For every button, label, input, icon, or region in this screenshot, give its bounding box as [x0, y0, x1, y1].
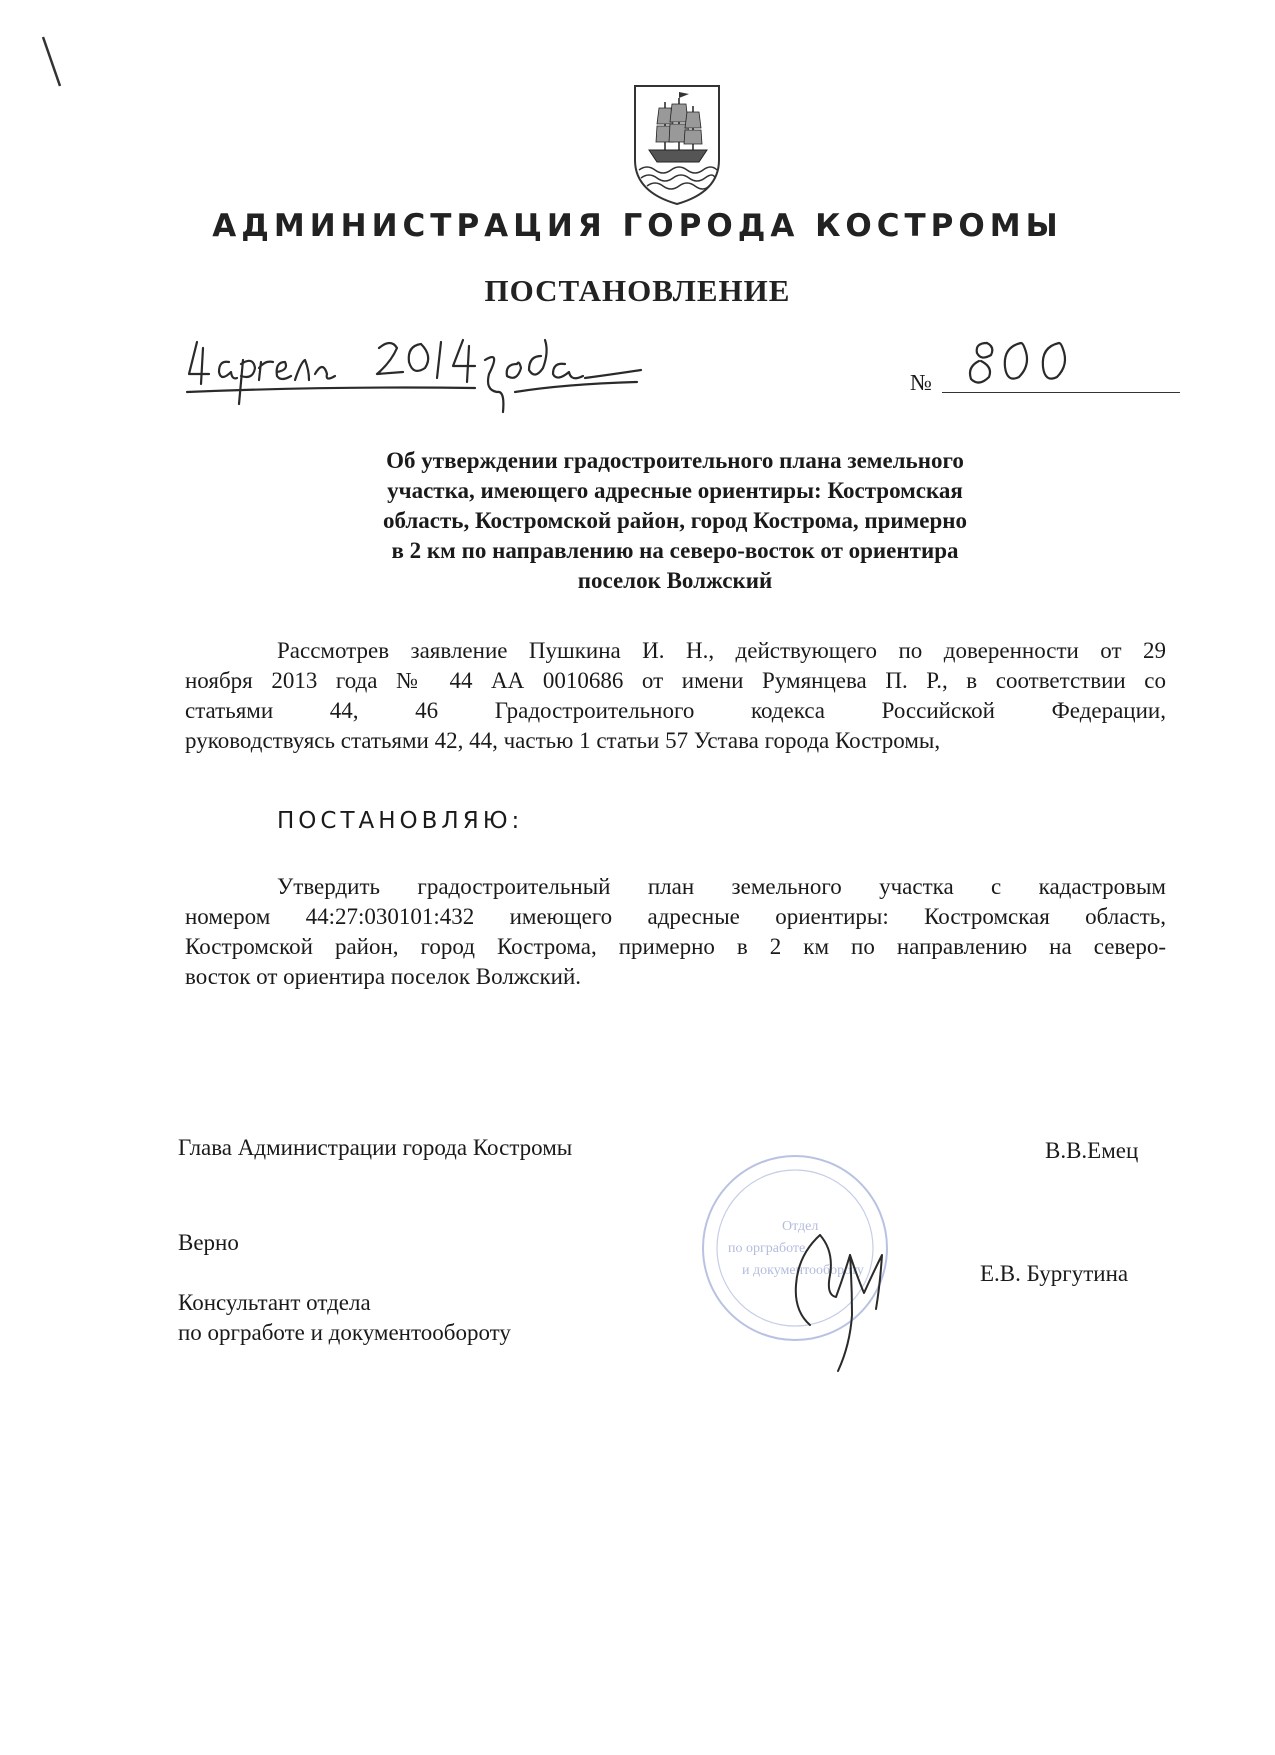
handwritten-signature [790, 1215, 900, 1375]
number-sign: № [910, 370, 932, 395]
decision-line: номером 44:27:030101:432 имеющего адресные ориентиры: Костромская область, [185, 904, 1166, 929]
decree-word: ПОСТАНОВЛЯЮ: [277, 808, 524, 834]
head-title: Глава Администрации города Костромы [178, 1135, 573, 1160]
svg-text:и документообороту: и документообороту [742, 1263, 864, 1278]
subject-line: область, Костромской район, город Кострома, примерно [382, 508, 968, 533]
svg-text:по оргработе: по оргработе [728, 1241, 806, 1256]
head-name: В.В.Емец [1045, 1138, 1139, 1163]
subject-line: в 2 км по направлению на северо-восток от ориентира [391, 538, 959, 563]
preamble-line: ноября 2013 года № 44 АА 0010686 от имени Румянцева П. Р., в соответствии со [185, 668, 1166, 693]
decision-line: Костромской район, город Кострома, примерно в 2 км по направлению на северо- [185, 934, 1166, 959]
verified-word: Верно [178, 1230, 239, 1255]
document-type: ПОСТАНОВЛЕНИЕ [484, 273, 791, 308]
handwritten-date [185, 330, 645, 425]
organization-title: АДМИНИСТРАЦИЯ ГОРОДА КОСТРОМЫ [212, 208, 1063, 244]
scan-mark [38, 34, 98, 94]
document-subject [300, 446, 1050, 596]
decision-paragraph [185, 872, 1166, 992]
svg-text:Отдел: Отдел [782, 1219, 819, 1234]
verification-line [178, 1228, 511, 1318]
decision-line: Утвердить градостроительный план земельного участка с кадастровым [277, 874, 1166, 899]
verification-block [178, 1228, 511, 1348]
preamble-line: статьями 44, 46 Градостроительного кодекса Российской Федерации, [185, 698, 1166, 723]
preamble-paragraph [185, 636, 1166, 756]
verifier-title-line2: по оргработе и документообороту [178, 1320, 511, 1345]
preamble-line: руководствуясь статьями 42, 44, частью 1 статьи 57 Устава города Костромы, [185, 728, 941, 753]
subject-line: Об утверждении градостроительного плана земельного [386, 448, 964, 473]
subject-line: участка, имеющего адресные ориентиры: Костромская [387, 478, 963, 503]
preamble-line: Рассмотрев заявление Пушкина И. Н., действующего по доверенности от 29 [277, 638, 1166, 663]
kostroma-coat-of-arms-icon [627, 80, 727, 208]
verifier-name: Е.В. Бургутина [980, 1261, 1129, 1286]
handwritten-number [965, 335, 1085, 395]
subject-line: поселок Волжский [577, 568, 773, 593]
verifier-title: Консультант отдела [178, 1290, 371, 1315]
decision-line: восток от ориентира поселок Волжский. [185, 964, 582, 989]
